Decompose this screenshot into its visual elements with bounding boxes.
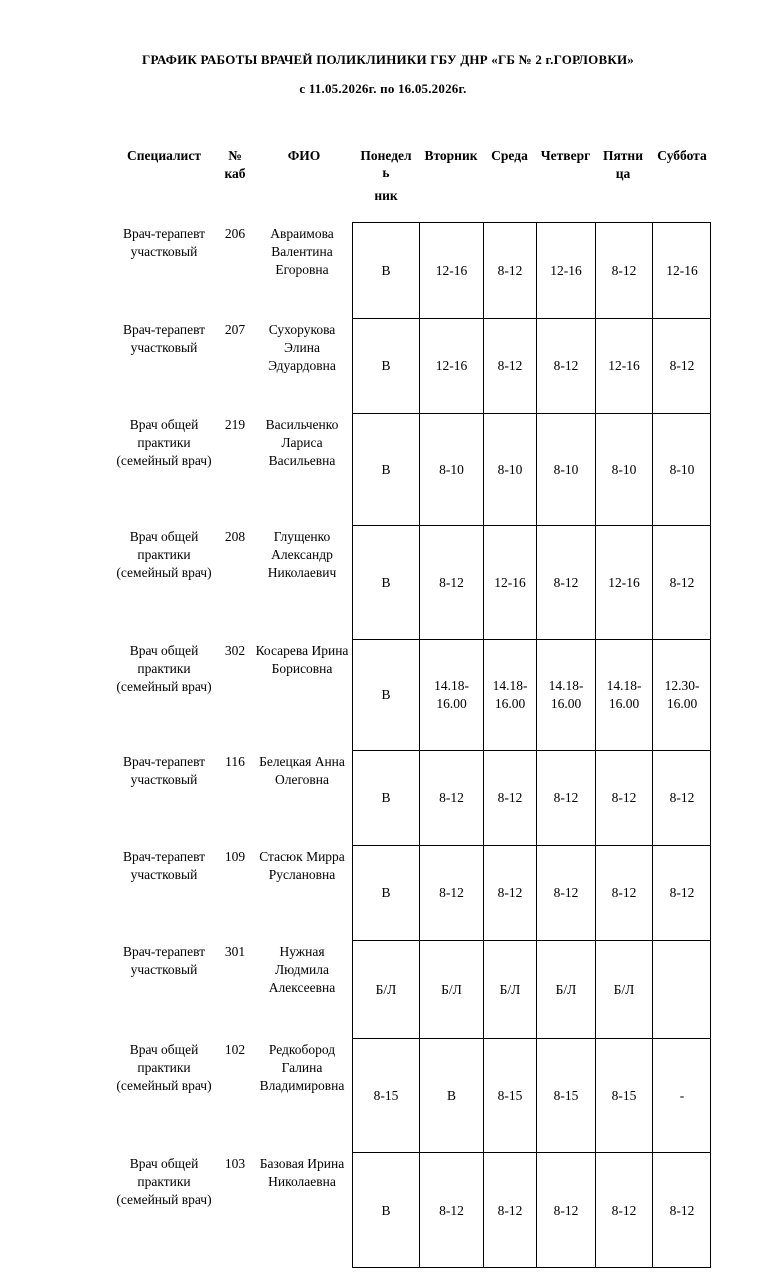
schedule-value: 8-12: [611, 790, 637, 805]
schedule-value: В: [381, 358, 391, 373]
schedule-cell: [536, 413, 595, 525]
schedule-value: 8-12: [553, 790, 579, 805]
schedule-value: В: [381, 262, 391, 278]
schedule-cell: [536, 1038, 595, 1152]
schedule-value: 12-16: [494, 574, 526, 590]
schedule-value: 8-12: [611, 885, 637, 900]
cabinet-cell: 302: [224, 643, 246, 658]
header-day: [356, 147, 416, 211]
schedule-cell: [536, 525, 595, 639]
schedule-value: Б/Л: [441, 981, 462, 997]
schedule-cell: [483, 639, 536, 750]
schedule-cell: [536, 318, 595, 413]
schedule-value: 8-10: [439, 461, 464, 477]
specialist-cell: Врач-терапевт участковый: [122, 226, 206, 259]
schedule-value: 12-16: [608, 574, 640, 590]
schedule-cell: [652, 222, 711, 318]
schedule-value: 14.18- 16.00: [492, 678, 528, 711]
schedule-cell: [419, 750, 483, 845]
schedule-value: В: [446, 1087, 456, 1103]
schedule-value: 8-12: [439, 790, 464, 805]
header-day-part: ник: [374, 188, 398, 203]
schedule-cell: [419, 940, 483, 1038]
header-day-part: ь: [382, 165, 390, 180]
header-day: Четверг: [540, 148, 591, 163]
specialist-cell: Врач общей практики (семейный врач): [116, 417, 212, 468]
cabinet-cell: 103: [224, 1156, 246, 1171]
schedule-cell: [536, 845, 595, 940]
schedule-value: В: [381, 885, 391, 900]
schedule-value: -: [679, 1087, 685, 1103]
cabinet-cell: 208: [224, 529, 246, 544]
schedule-value: 8-12: [553, 1202, 579, 1218]
schedule-cell: [352, 940, 419, 1038]
cabinet-cell: 116: [225, 754, 245, 769]
schedule-value: 8-12: [497, 358, 523, 373]
schedule-cell: [419, 525, 483, 639]
cabinet-cell: 207: [224, 322, 246, 337]
schedule-cell: [652, 1038, 711, 1152]
schedule-cell: [595, 750, 652, 845]
schedule-cell: [595, 1038, 652, 1152]
schedule-cell: [352, 750, 419, 845]
fio-cell: Глущенко Александр Николаевич: [267, 529, 337, 580]
schedule-cell: [419, 413, 483, 525]
schedule-value: 14.18- 16.00: [606, 678, 642, 711]
schedule-cell: [652, 639, 711, 750]
schedule-cell: [595, 940, 652, 1038]
schedule-value: В: [381, 574, 391, 590]
specialist-cell: Врач общей практики (семейный врач): [116, 1042, 212, 1093]
schedule-cell: [536, 222, 595, 318]
schedule-value: 12-16: [608, 358, 640, 373]
schedule-cell: [536, 750, 595, 845]
schedule-cell: [652, 318, 711, 413]
schedule-value: 8-12: [611, 1202, 637, 1218]
schedule-cell: [652, 525, 711, 639]
fio-cell: Нужная Людмила Алексеевна: [268, 944, 336, 995]
schedule-value: 8-12: [439, 885, 464, 900]
schedule-value: 12-16: [666, 262, 698, 278]
fio-cell: Базовая Ирина Николаевна: [259, 1156, 345, 1189]
schedule-cell: [652, 940, 711, 1038]
schedule-value: 12-16: [435, 358, 468, 373]
schedule-cell: [483, 525, 536, 639]
schedule-cell: [419, 639, 483, 750]
schedule-period: с 11.05.2026г. по 16.05.2026г.: [299, 81, 467, 96]
page-title: ГРАФИК РАБОТЫ ВРАЧЕЙ ПОЛИКЛИНИКИ ГБУ ДНР «ГБ № 2 г.ГОРЛОВКИ»: [142, 52, 634, 67]
schedule-cell: [536, 1152, 595, 1268]
schedule-value: 8-12: [553, 885, 579, 900]
schedule-cell: [352, 1152, 419, 1268]
schedule-cell: [352, 222, 419, 318]
schedule-cell: [483, 940, 536, 1038]
schedule-value: 8-15: [553, 1087, 579, 1103]
schedule-cell: [595, 845, 652, 940]
header-day: Среда: [491, 148, 528, 163]
specialist-cell: Врач-терапевт участковый: [122, 322, 206, 355]
schedule-cell: [419, 1038, 483, 1152]
schedule-cell: [652, 845, 711, 940]
schedule-value: В: [381, 790, 391, 805]
schedule-cell: [419, 1152, 483, 1268]
schedule-cell: [483, 1038, 536, 1152]
schedule-cell: [352, 639, 419, 750]
specialist-cell: Врач общей практики (семейный врач): [116, 1156, 212, 1207]
cabinet-cell: 102: [224, 1042, 246, 1057]
schedule-value: 8-12: [669, 1202, 695, 1218]
schedule-value: Б/Л: [375, 981, 397, 997]
schedule-value: 14.18- 16.00: [548, 678, 584, 711]
specialist-cell: Врач-терапевт участковый: [122, 849, 206, 882]
specialist-cell: Врач-терапевт участковый: [122, 754, 206, 787]
schedule-value: 8-12: [669, 358, 695, 373]
schedule-cell: [595, 222, 652, 318]
header-cabinet: № каб: [224, 148, 246, 181]
schedule-value: 8-15: [373, 1087, 399, 1103]
cabinet-cell: 109: [224, 849, 246, 864]
header-day-part: Понедел: [360, 148, 412, 163]
schedule-value: 12-16: [550, 262, 582, 278]
schedule-value: 8-12: [553, 358, 579, 373]
fio-cell: Авраимова Валентина Егоровна: [270, 226, 334, 277]
schedule-cell: [419, 222, 483, 318]
schedule-value: 8-10: [497, 461, 523, 477]
schedule-cell: [483, 413, 536, 525]
schedule-cell: [652, 413, 711, 525]
fio-cell: Сухорукова Элина Эдуардовна: [268, 322, 336, 373]
specialist-cell: Врач общей практики (семейный врач): [116, 643, 212, 694]
schedule-value: 8-12: [669, 790, 695, 805]
schedule-value: 8-12: [497, 262, 523, 278]
schedule-cell: [419, 845, 483, 940]
cabinet-cell: 219: [224, 417, 246, 432]
schedule-cell: [352, 845, 419, 940]
fio-cell: Косарева Ирина Борисовна: [255, 643, 349, 676]
schedule-cell: [595, 318, 652, 413]
fio-cell: Белецкая Анна Олеговна: [259, 754, 345, 787]
schedule-value: 8-12: [669, 574, 695, 590]
schedule-value: 8-15: [611, 1087, 637, 1103]
schedule-cell: [483, 318, 536, 413]
schedule-value: 8-12: [439, 1202, 464, 1218]
cabinet-cell: 301: [224, 944, 246, 959]
specialist-cell: Врач-терапевт участковый: [122, 944, 206, 977]
schedule-cell: [352, 1038, 419, 1152]
schedule-cell: [652, 1152, 711, 1268]
fio-cell: Стасюк Мирра Руслановна: [259, 849, 345, 882]
header-fio: ФИО: [287, 148, 321, 163]
schedule-value: В: [381, 1202, 391, 1218]
fio-cell: Васильченко Лариса Васильевна: [265, 417, 339, 468]
schedule-grid: [352, 222, 711, 1268]
header-specialist: Специалист: [127, 148, 201, 163]
schedule-value: 8-12: [497, 1202, 523, 1218]
schedule-value: 12-16: [435, 262, 468, 278]
schedule-cell: [595, 525, 652, 639]
schedule-value: 8-10: [553, 461, 579, 477]
schedule-value: 12.30- 16.00: [664, 678, 700, 711]
fio-cell: Редкобород Галина Владимировна: [259, 1042, 345, 1093]
schedule-value: 14.18- 16.00: [434, 678, 469, 711]
schedule-cell: [352, 318, 419, 413]
schedule-value: Б/Л: [613, 981, 635, 997]
schedule-cell: [352, 525, 419, 639]
schedule-value: 8-12: [553, 574, 579, 590]
schedule-value: 8-12: [497, 885, 523, 900]
schedule-value: 8-12: [439, 574, 464, 590]
schedule-value: В: [381, 461, 391, 477]
header-day: Вторник: [424, 148, 478, 163]
schedule-cell: [595, 413, 652, 525]
header-day: Пятни ца: [603, 148, 643, 181]
schedule-cell: [483, 1152, 536, 1268]
cabinet-cell: 206: [224, 226, 246, 241]
schedule-cell: [595, 639, 652, 750]
schedule-value: Б/Л: [555, 981, 577, 997]
schedule-value: 8-15: [497, 1087, 523, 1103]
schedule-value: 8-12: [669, 885, 695, 900]
schedule-cell: [652, 750, 711, 845]
schedule-value: 8-12: [611, 262, 637, 278]
schedule-value: 8-10: [611, 461, 637, 477]
schedule-value: Б/Л: [499, 981, 521, 997]
schedule-cell: [352, 413, 419, 525]
schedule-value: 8-12: [497, 790, 523, 805]
schedule-cell: [595, 1152, 652, 1268]
schedule-value: В: [381, 687, 391, 702]
schedule-cell: [536, 940, 595, 1038]
schedule-cell: [536, 639, 595, 750]
schedule-cell: [483, 750, 536, 845]
schedule-cell: [483, 222, 536, 318]
schedule-cell: [483, 845, 536, 940]
header-day: Суббота: [657, 148, 707, 163]
schedule-cell: [419, 318, 483, 413]
schedule-value: 8-10: [669, 461, 695, 477]
specialist-cell: Врач общей практики (семейный врач): [116, 529, 212, 580]
